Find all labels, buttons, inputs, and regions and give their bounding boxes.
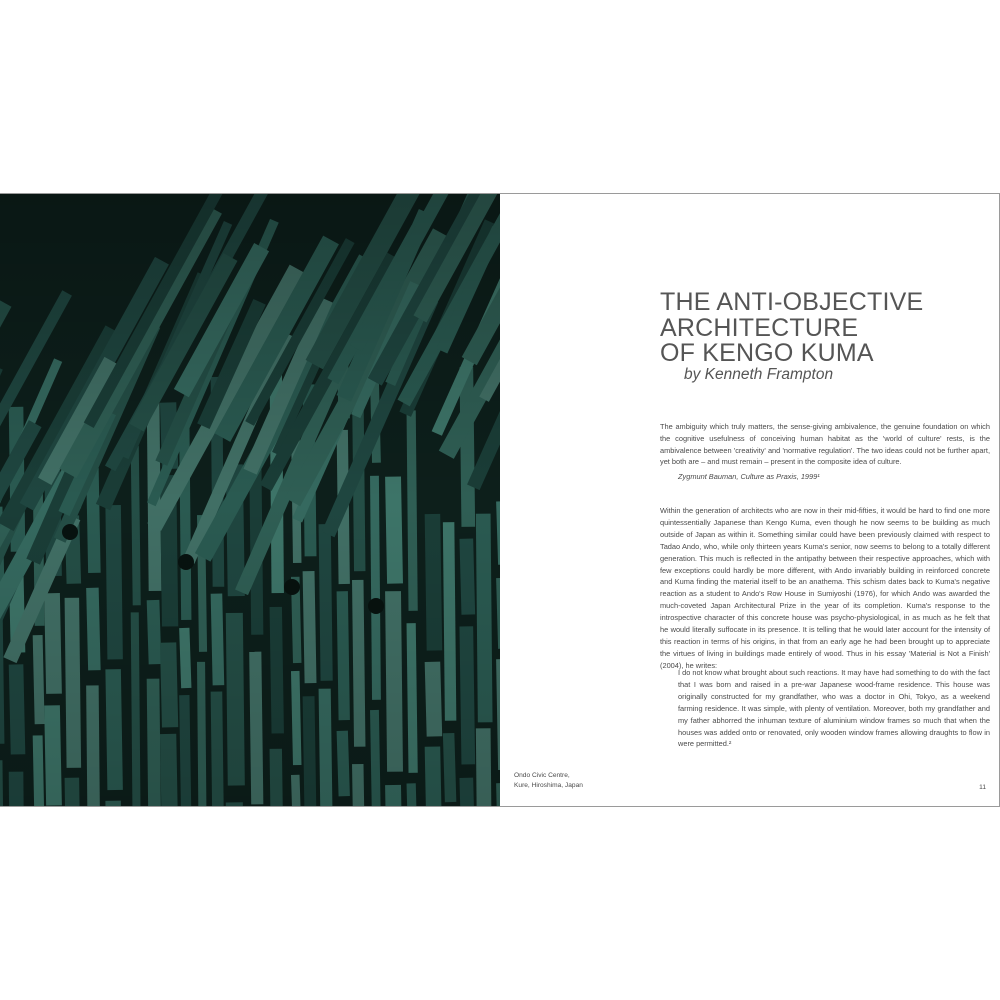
epigraph-text: The ambiguity which truly matters, the sense-giving ambivalence, the genuine foundation on which the cognitive usefulness of conceiving human habitat as the 'world of culture' rests, is the ambivalence between 'creativity' and 'normative regulation'. The two ideas could not be further apart, yet both are – and must remain – present in the composite idea of culture. bbox=[660, 422, 990, 467]
timber-louvre-photo bbox=[0, 194, 500, 806]
book-spread bbox=[0, 193, 1000, 807]
title-line-1: THE ANTI-OBJECTIVE bbox=[660, 288, 924, 316]
article-title bbox=[660, 290, 980, 367]
caption-line-2: Kure, Hiroshima, Japan bbox=[514, 782, 583, 789]
title-line-3: OF KENGO KUMA bbox=[660, 339, 874, 367]
page-number: 11 bbox=[979, 784, 986, 791]
article-byline: by Kenneth Frampton bbox=[684, 366, 834, 383]
timber-louvre-image bbox=[0, 194, 500, 806]
block-quote: I do not know what brought about such reactions. It may have had something to do with the fact that I was born and raised in a pre-war Japanese wood-frame residence. This house was originally constructed for my grandfather, who was a doctor in Ohi, Tokyo, as a weekend farming residence. It was simple, with plenty of ventilation. Moreover, both my grandfather and my father abhorred the inhuman texture of aluminium window frames so much that when the houses was added onto or renovated, only wooden window frames allowing draughts to flow in were permitted.² bbox=[678, 668, 990, 749]
right-page bbox=[500, 194, 998, 806]
body-paragraph: Within the generation of architects who are now in their mid-fifties, it would be hard to find one more quintessentially Japanese than Kengo Kuma, even though he now seems to be building as much outside of Japan as within it. Something similar could have been previously claimed with respect to Tadao Ando, who, while only thirteen years Kuma's senior, now seems to belong to a totally different generation. This much is reflected in the antipathy between their respective approaches, which with few exceptions could hardly be more different, with Ando invariably building in reinforced concrete and Kuma finding the material itself to be an anathema. This schism dates back to Kuma's negative reaction as a student to Ando's Row House in Sumiyoshi (1976), for which Ando was awarded the much-coveted Japan Architectural Prize in the year of its completion. Kuma's response to the introspective character of this concrete house was psycho-physiological, in as much as he felt that he would literally suffocate in its presence. It is telling that he would later account for the intensity of this reaction in terms of his origins, in that from an early age he had been brought up to appreciate the virtues of living in buildings made entirely of wood. Thus in his essay 'Material is Not a Finish' (2004), he writes: bbox=[660, 506, 990, 670]
photo-caption bbox=[514, 771, 583, 791]
title-line-2: ARCHITECTURE bbox=[660, 313, 859, 342]
epigraph-source: Zygmunt Bauman, Culture as Praxis, 1999¹ bbox=[678, 472, 820, 481]
caption-line-1: Ondo Civic Centre, bbox=[514, 772, 570, 779]
